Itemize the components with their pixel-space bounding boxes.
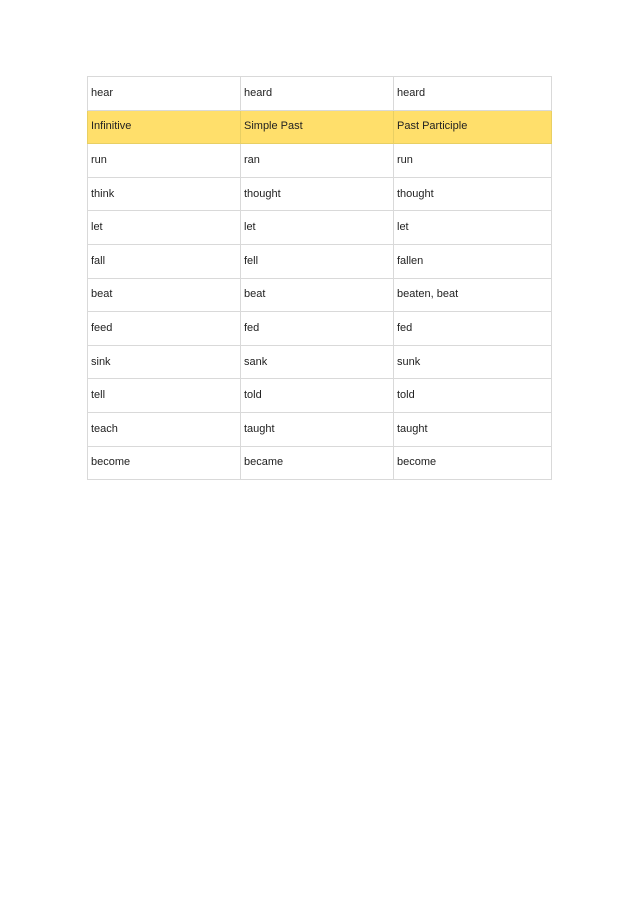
- simple-past-cell: let: [241, 211, 394, 245]
- past-participle-cell: become: [394, 446, 552, 480]
- table-row: [88, 144, 552, 178]
- past-participle-cell: fed: [394, 312, 552, 346]
- infinitive-column-header: Infinitive: [88, 110, 241, 144]
- simple-past-cell: thought: [241, 177, 394, 211]
- simple-past-cell: became: [241, 446, 394, 480]
- table-row: [88, 278, 552, 312]
- infinitive-cell: sink: [88, 345, 241, 379]
- simple-past-cell: fell: [241, 244, 394, 278]
- past-participle-cell: run: [394, 144, 552, 178]
- simple-past-cell: told: [241, 379, 394, 413]
- infinitive-cell: fall: [88, 244, 241, 278]
- table-row: [88, 77, 552, 111]
- infinitive-cell: let: [88, 211, 241, 245]
- table-row: [88, 211, 552, 245]
- infinitive-cell: feed: [88, 312, 241, 346]
- simple-past-cell: taught: [241, 412, 394, 446]
- past-participle-cell: heard: [394, 77, 552, 111]
- table-row: [88, 412, 552, 446]
- past-participle-cell: sunk: [394, 345, 552, 379]
- infinitive-cell: teach: [88, 412, 241, 446]
- table-row: [88, 345, 552, 379]
- infinitive-cell: hear: [88, 77, 241, 111]
- table-row: [88, 379, 552, 413]
- past-participle-cell: thought: [394, 177, 552, 211]
- past-participle-cell: fallen: [394, 244, 552, 278]
- past-participle-cell: let: [394, 211, 552, 245]
- past-participle-cell: taught: [394, 412, 552, 446]
- simple-past-cell: heard: [241, 77, 394, 111]
- table-row: [88, 177, 552, 211]
- simple-past-cell: fed: [241, 312, 394, 346]
- simple-past-cell: sank: [241, 345, 394, 379]
- simple-past-cell: beat: [241, 278, 394, 312]
- infinitive-cell: run: [88, 144, 241, 178]
- past-participle-column-header: Past Participle: [394, 110, 552, 144]
- infinitive-cell: beat: [88, 278, 241, 312]
- table-row: [88, 244, 552, 278]
- irregular-verbs-table: [87, 76, 552, 480]
- past-participle-cell: told: [394, 379, 552, 413]
- past-participle-cell: beaten, beat: [394, 278, 552, 312]
- infinitive-cell: tell: [88, 379, 241, 413]
- infinitive-cell: become: [88, 446, 241, 480]
- table-header-row: [88, 110, 552, 144]
- table-row: [88, 312, 552, 346]
- infinitive-cell: think: [88, 177, 241, 211]
- table-row: [88, 446, 552, 480]
- simple-past-column-header: Simple Past: [241, 110, 394, 144]
- simple-past-cell: ran: [241, 144, 394, 178]
